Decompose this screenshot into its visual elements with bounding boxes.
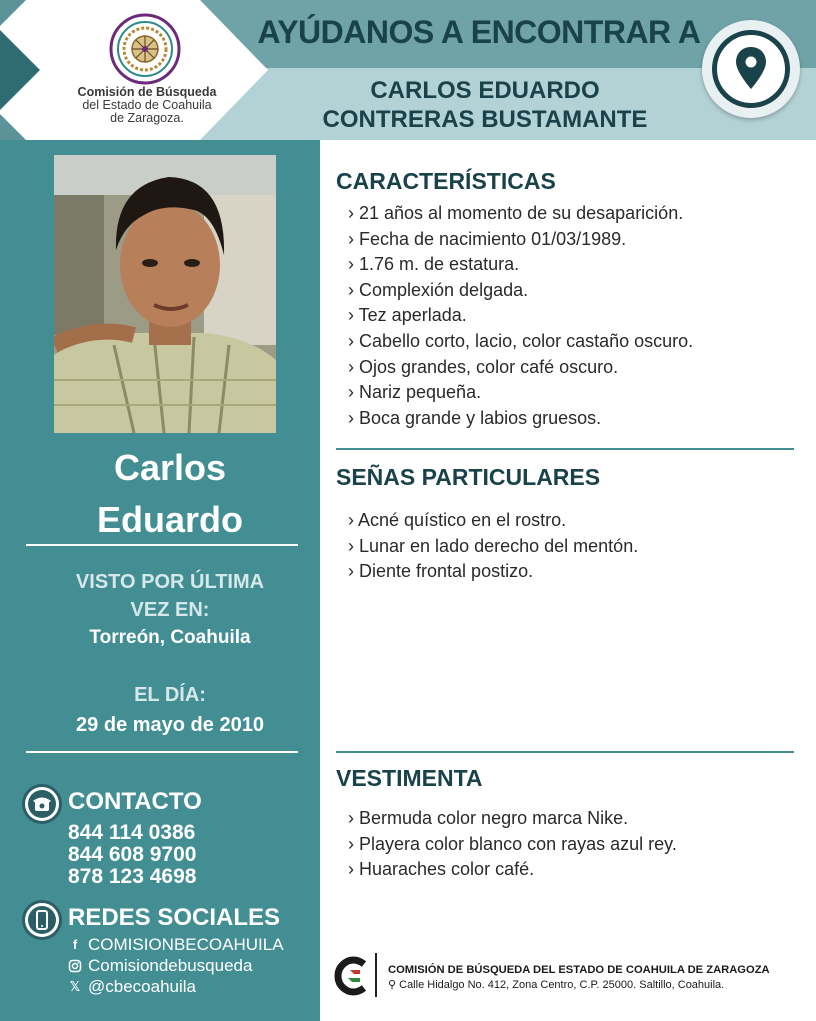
phone-icon bbox=[22, 784, 62, 824]
list-item: › Playera color blanco con rayas azul rey. bbox=[348, 832, 677, 858]
footer-address-text: Calle Hidalgo No. 412, Zona Centro, C.P. 25000. Saltillo, Coahuila. bbox=[399, 979, 725, 991]
distinguishing-marks-list bbox=[348, 508, 638, 585]
list-item: › Nariz pequeña. bbox=[348, 380, 693, 406]
instagram-handle: Comisiondebusqueda bbox=[88, 956, 253, 975]
smartphone-glyph bbox=[28, 906, 56, 934]
location-badge-ring bbox=[712, 30, 790, 108]
footer-organization: COMISIÓN DE BÚSQUEDA DEL ESTADO DE COAHUILA DE ZARAGOZA bbox=[388, 964, 770, 976]
last-seen-label-line1: VISTO POR ÚLTIMA bbox=[75, 571, 265, 593]
list-item: › Tez aperlada. bbox=[348, 303, 693, 329]
first-name bbox=[22, 442, 318, 546]
list-item: › 1.76 m. de estatura. bbox=[348, 252, 693, 278]
date-label: EL DÍA: bbox=[134, 684, 206, 706]
social-facebook[interactable] bbox=[68, 934, 284, 955]
clothing-list bbox=[348, 806, 677, 883]
divider-marks bbox=[336, 751, 794, 753]
logo-caption-line1: Comisión de Búsqueda bbox=[77, 85, 217, 99]
social-x[interactable] bbox=[68, 976, 284, 997]
characteristics-list bbox=[348, 201, 693, 431]
list-item: › Huaraches color café. bbox=[348, 857, 677, 883]
left-info-panel bbox=[0, 140, 320, 1021]
full-name-line2: CONTRERAS BUSTAMANTE bbox=[322, 106, 648, 133]
list-item: › Bermuda color negro marca Nike. bbox=[348, 806, 677, 832]
last-seen-place: Torreón, Coahuila bbox=[89, 627, 251, 648]
facebook-icon: f bbox=[72, 937, 78, 952]
instagram-icon bbox=[68, 959, 82, 973]
list-item: › Cabello corto, lacio, color castaño oscuro. bbox=[348, 329, 693, 355]
footer-divider bbox=[375, 953, 377, 997]
smartphone-icon-disc bbox=[28, 906, 56, 934]
social-title: REDES SOCIALES bbox=[68, 904, 281, 931]
list-item: › Complexión delgada. bbox=[348, 278, 693, 304]
list-item: › Acné quístico en el rostro. bbox=[348, 508, 638, 534]
clothing-title: VESTIMENTA bbox=[336, 765, 483, 791]
list-item: › Fecha de nacimiento 01/03/1989. bbox=[348, 227, 693, 253]
missing-person-photo bbox=[54, 155, 276, 433]
last-seen-label-line2: VEZ EN: bbox=[130, 599, 210, 621]
commission-seal-logo bbox=[108, 12, 182, 86]
distinguishing-marks-title: SEÑAS PARTICULARES bbox=[336, 464, 601, 490]
x-icon: 𝕏 bbox=[69, 979, 81, 994]
portrait-illustration bbox=[54, 155, 276, 433]
map-pin-icon: ⚲ bbox=[388, 979, 397, 991]
divider-characteristics bbox=[336, 448, 794, 450]
smartphone-icon bbox=[22, 900, 62, 940]
phone-glyph bbox=[28, 790, 56, 818]
location-pin-icon bbox=[717, 35, 785, 103]
date-value: 29 de mayo de 2010 bbox=[76, 714, 264, 736]
social-instagram[interactable] bbox=[68, 955, 284, 976]
first-name-line1: Carlos bbox=[113, 447, 227, 488]
first-name-line2: Eduardo bbox=[96, 499, 243, 540]
characteristics-title: CARACTERÍSTICAS bbox=[336, 168, 556, 194]
phone-icon-disc bbox=[28, 790, 56, 818]
contact-phone-list bbox=[68, 822, 196, 888]
footer-address bbox=[388, 978, 724, 991]
poster-title: AYÚDANOS A ENCONTRAR A bbox=[257, 14, 701, 50]
missing-person-full-name bbox=[290, 76, 680, 134]
logo-caption-line2: del Estado de Coahuila bbox=[82, 98, 212, 112]
x-handle: @cbecoahuila bbox=[88, 977, 196, 996]
phone-number[interactable]: 844 608 9700 bbox=[68, 843, 197, 866]
phone-number[interactable]: 878 123 4698 bbox=[68, 865, 197, 888]
commission-c-logo bbox=[334, 956, 370, 996]
divider-name bbox=[26, 544, 298, 546]
list-item: › Diente frontal postizo. bbox=[348, 559, 638, 585]
divider-date bbox=[26, 751, 298, 753]
list-item: › Lunar en lado derecho del mentón. bbox=[348, 534, 638, 560]
social-links bbox=[68, 934, 284, 997]
full-name-line1: CARLOS EDUARDO bbox=[370, 77, 600, 104]
last-seen-label bbox=[30, 568, 310, 624]
logo-caption bbox=[62, 86, 232, 125]
phone-number[interactable]: 844 114 0386 bbox=[68, 821, 196, 844]
list-item: › Ojos grandes, color café oscuro. bbox=[348, 355, 693, 381]
contact-title: CONTACTO bbox=[68, 788, 202, 815]
list-item: › 21 años al momento de su desaparición. bbox=[348, 201, 693, 227]
logo-caption-line3: de Zaragoza. bbox=[110, 111, 184, 125]
location-badge bbox=[702, 20, 800, 118]
list-item: › Boca grande y labios gruesos. bbox=[348, 406, 693, 432]
facebook-handle: COMISIONBECOAHUILA bbox=[88, 935, 284, 954]
